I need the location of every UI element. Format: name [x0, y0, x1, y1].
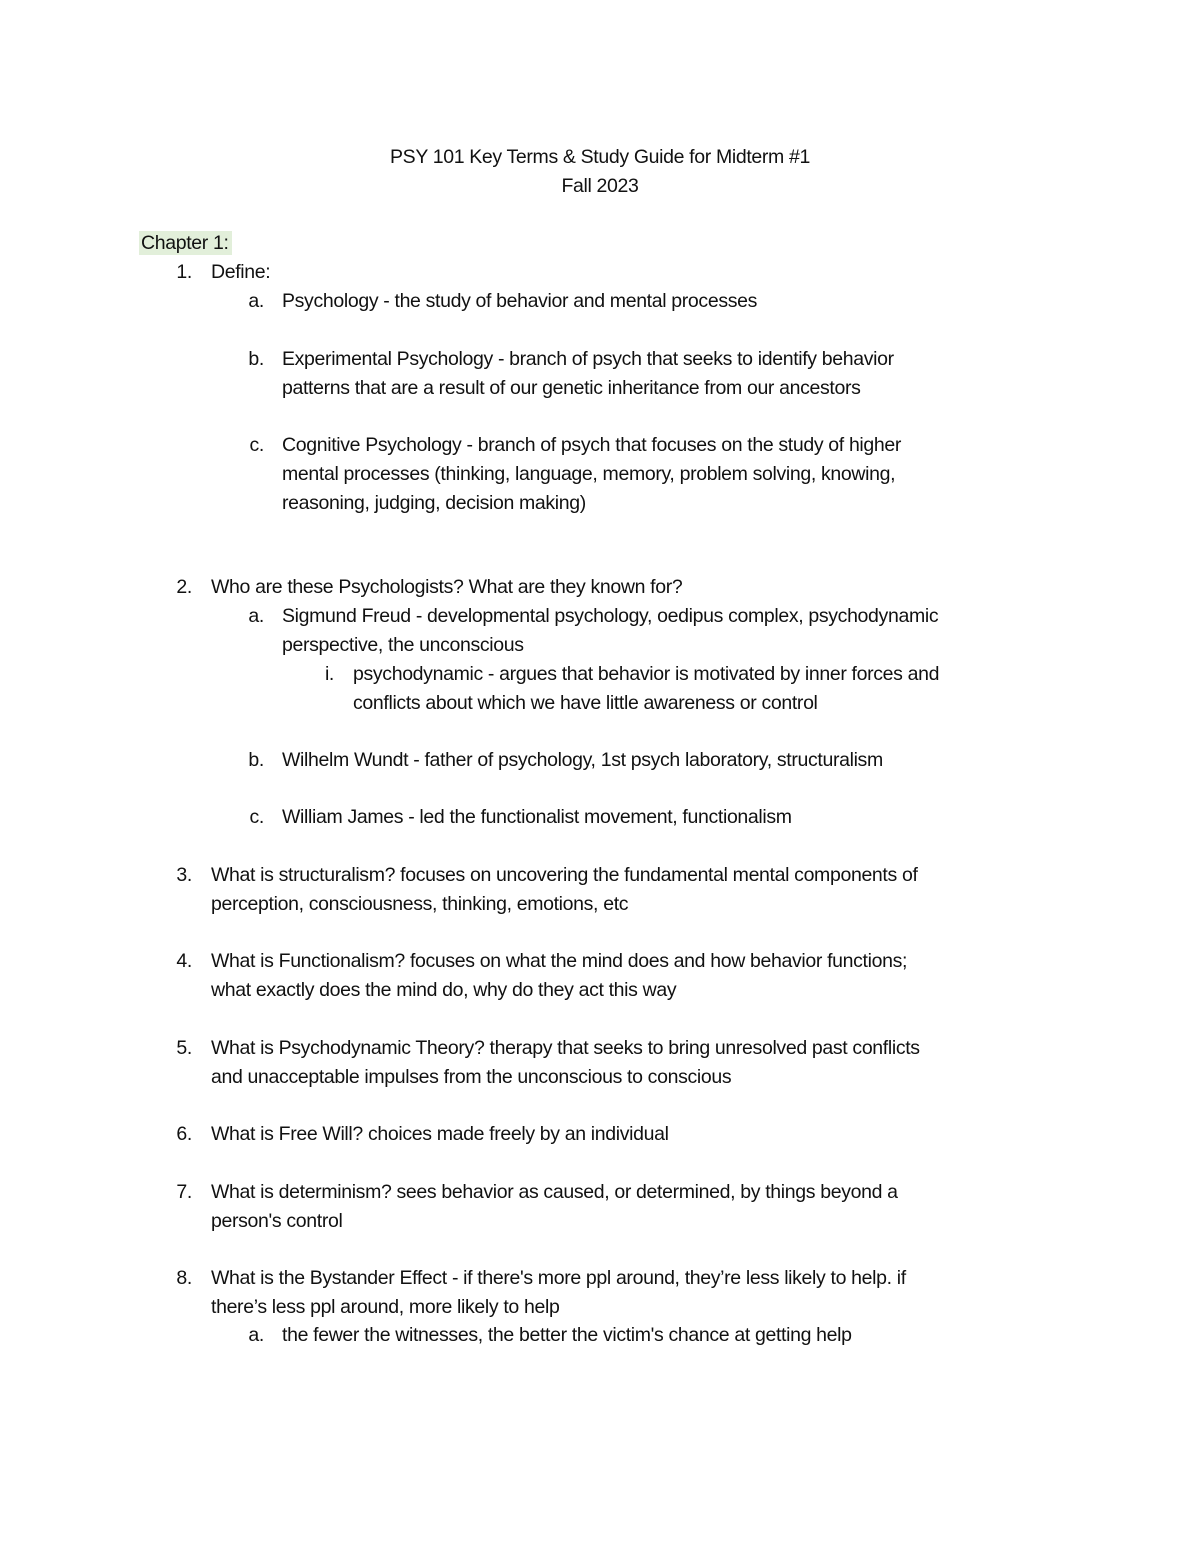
sub-item-marker: a.: [248, 605, 264, 627]
list-item-text: there’s less ppl around, more likely to help: [211, 1296, 560, 1318]
sub-item-text: patterns that are a result of our genetic inheritance from our ancestors: [282, 377, 861, 399]
list-item-text: perception, consciousness, thinking, emotions, etc: [211, 893, 629, 915]
list-item-text: what exactly does the mind do, why do they act this way: [211, 979, 677, 1001]
sub-item-marker: b.: [248, 348, 264, 370]
sub-sub-item-text: conflicts about which we have little awareness or control: [353, 692, 818, 714]
sub-item-text: mental processes (thinking, language, memory, problem solving, knowing,: [282, 463, 896, 485]
list-item-text: What is Free Will? choices made freely by an individual: [211, 1123, 669, 1145]
list-item-text: What is determinism? sees behavior as caused, or determined, by things beyond a: [211, 1181, 898, 1203]
sub-item-marker: a.: [248, 1324, 264, 1346]
sub-item-text: William James - led the functionalist movement, functionalism: [282, 806, 792, 828]
list-item-marker: 3.: [176, 864, 192, 886]
list-item-marker: 7.: [176, 1181, 192, 1203]
list-item-text: What is structuralism? focuses on uncovering the fundamental mental components of: [211, 864, 918, 886]
list-item-marker: 5.: [176, 1037, 192, 1059]
sub-item-text: perspective, the unconscious: [282, 634, 524, 656]
sub-item-text: Sigmund Freud - developmental psychology, oedipus complex, psychodynamic: [282, 605, 939, 627]
sub-sub-item-marker: i.: [324, 663, 334, 685]
sub-item-marker: a.: [248, 290, 264, 312]
sub-item-marker: c.: [249, 806, 264, 828]
list-item-text: and unacceptable impulses from the unconscious to conscious: [211, 1066, 732, 1088]
list-item-text: What is Psychodynamic Theory? therapy that seeks to bring unresolved past conflicts: [211, 1037, 920, 1059]
sub-item-marker: c.: [249, 434, 264, 456]
list-item-text: person's control: [211, 1210, 343, 1232]
list-item-marker: 1.: [176, 261, 192, 283]
list-item-text: What is Functionalism? focuses on what the mind does and how behavior functions;: [211, 950, 908, 972]
sub-item-marker: b.: [248, 749, 264, 771]
document-term: Fall 2023: [561, 175, 639, 197]
chapter-heading-highlight: Chapter 1:: [139, 231, 232, 255]
chapter-heading: [139, 229, 232, 258]
sub-item-text: Cognitive Psychology - branch of psych that focuses on the study of higher: [282, 434, 902, 456]
sub-item-text: reasoning, judging, decision making): [282, 492, 586, 514]
list-item-marker: 8.: [176, 1267, 192, 1289]
document-title: PSY 101 Key Terms & Study Guide for Midterm #1: [390, 146, 810, 168]
list-item-text: What is the Bystander Effect - if there's more ppl around, they’re less likely to help. if: [211, 1267, 906, 1289]
list-item-marker: 2.: [176, 576, 192, 598]
list-item-marker: 6.: [176, 1123, 192, 1145]
sub-item-text: Experimental Psychology - branch of psych that seeks to identify behavior: [282, 348, 894, 370]
sub-sub-item-text: psychodynamic - argues that behavior is motivated by inner forces and: [353, 663, 940, 685]
list-item-text: Define:: [211, 261, 271, 283]
sub-item-text: the fewer the witnesses, the better the victim's chance at getting help: [282, 1324, 852, 1346]
sub-item-text: Psychology - the study of behavior and mental processes: [282, 290, 758, 312]
sub-item-text: Wilhelm Wundt - father of psychology, 1st psych laboratory, structuralism: [282, 749, 883, 771]
list-item-marker: 4.: [176, 950, 192, 972]
list-item-text: Who are these Psychologists? What are they known for?: [211, 576, 683, 598]
